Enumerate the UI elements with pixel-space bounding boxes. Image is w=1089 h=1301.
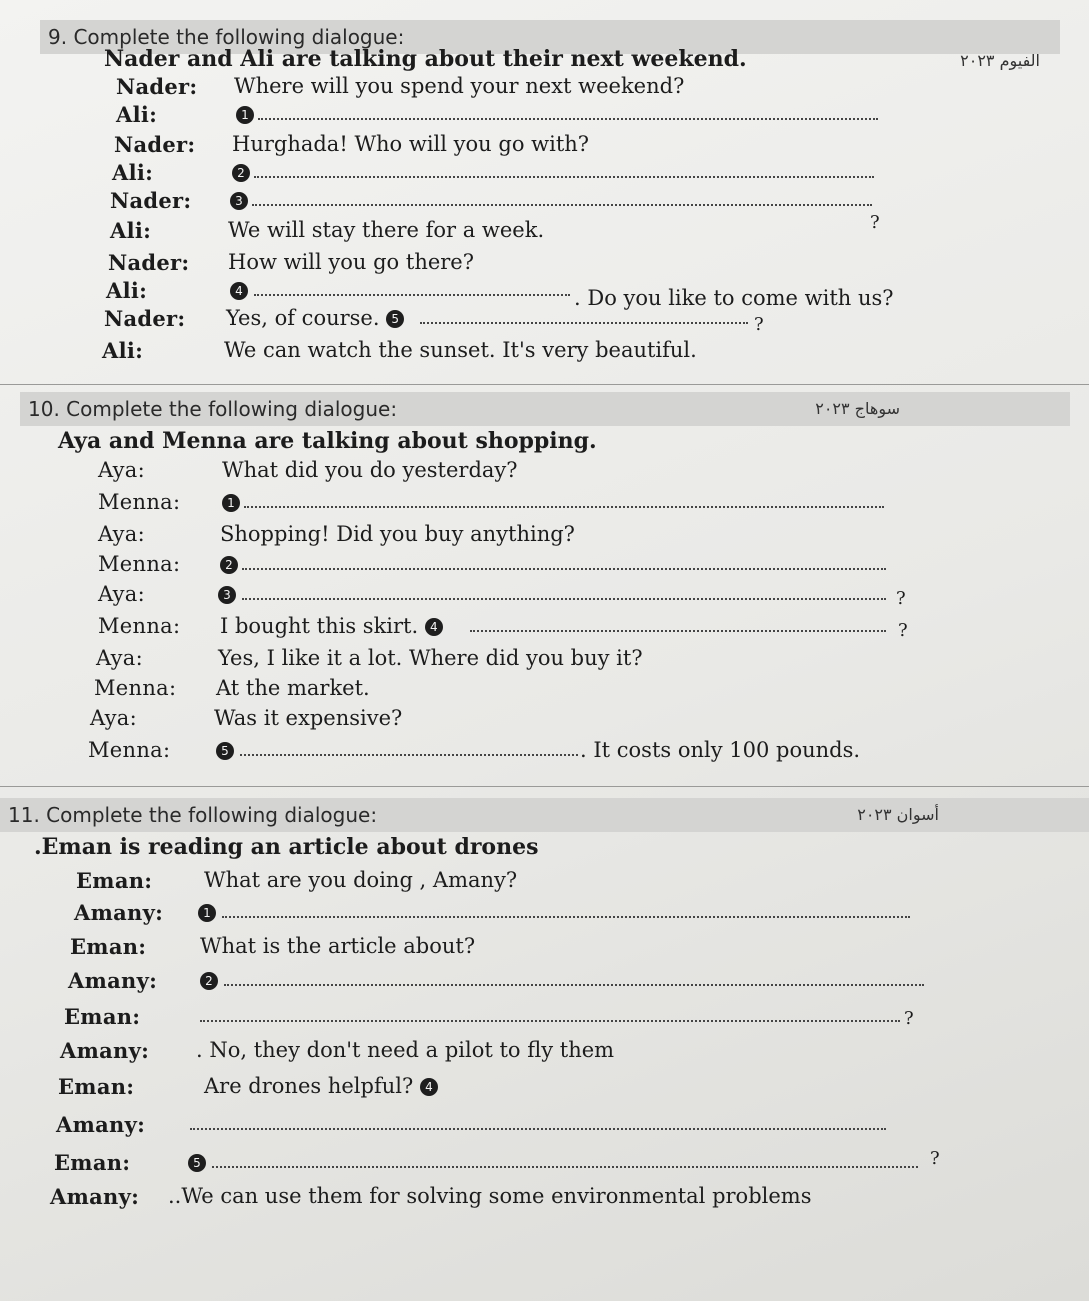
answer-blank[interactable] (200, 1020, 900, 1022)
speaker: Menna: (88, 738, 171, 762)
dialogue-line (114, 132, 1014, 162)
dialogue-line (98, 552, 998, 582)
line-text: ..We can use them for solving some environmental problems (168, 1184, 812, 1208)
speaker: Aya: (98, 582, 145, 606)
blank-number-badge: 1 (222, 494, 240, 512)
question-mark: ? (896, 588, 906, 609)
dialogue-line (60, 1038, 1020, 1068)
speaker: Ali: (112, 160, 154, 185)
answer-blank[interactable] (242, 598, 886, 600)
answer-blank[interactable] (244, 506, 884, 508)
speaker: Nader: (116, 74, 198, 99)
line-text: . It costs only 100 pounds. (580, 738, 861, 762)
speaker: Aya: (98, 458, 145, 482)
blank-number-badge: 2 (232, 164, 250, 182)
speaker: Eman: (54, 1150, 131, 1175)
answer-blank[interactable] (222, 916, 910, 918)
question-mark: ? (870, 212, 880, 233)
line-text: We can watch the sunset. It's very beautiful. (224, 338, 697, 362)
dialogue-line (104, 306, 1004, 336)
speaker: Menna: (94, 676, 177, 700)
line-text: What are you doing , Amany? (204, 868, 518, 892)
speaker: Nader: (114, 132, 196, 157)
dialogue-line (76, 868, 1016, 898)
dialogue-line (116, 74, 1016, 104)
blank-number-badge: 4 (230, 282, 248, 300)
speaker: Ali: (102, 338, 144, 363)
question-mark: ? (898, 620, 908, 641)
speaker: Aya: (90, 706, 137, 730)
dialogue-line (98, 614, 998, 644)
speaker: Menna: (98, 552, 181, 576)
blank-number-badge: 1 (236, 106, 254, 124)
answer-blank[interactable] (190, 1128, 886, 1130)
dialogue-line (64, 1004, 1004, 1034)
section-divider (0, 384, 1089, 385)
exercise-9-title-text: 9. Complete the following dialogue: (48, 25, 405, 49)
exercise-11-governorate-tag: أسوان ٢٠٢٣ (857, 805, 939, 824)
speaker: Ali: (110, 218, 152, 243)
speaker: Eman: (64, 1004, 141, 1029)
exercise-11-title (0, 798, 1089, 832)
speaker: Menna: (98, 614, 181, 638)
answer-blank[interactable] (252, 204, 872, 206)
dialogue-line (98, 458, 998, 488)
section-divider (0, 786, 1089, 787)
blank-number-badge: 5 (216, 742, 234, 760)
answer-blank[interactable] (242, 568, 886, 570)
line-text: Where will you spend your next weekend? (234, 74, 685, 98)
dialogue-line (54, 1150, 1014, 1180)
speaker: Nader: (110, 188, 192, 213)
line-text: How will you go there? (228, 250, 474, 274)
dialogue-line (58, 1074, 1018, 1104)
dialogue-line (98, 582, 998, 612)
answer-blank[interactable] (420, 322, 748, 324)
exercise-11-scenario: .Eman is reading an article about drones (34, 834, 539, 860)
line-text: I bought this skirt. (220, 614, 419, 638)
speaker: Amany: (68, 968, 158, 993)
question-mark: ? (904, 1008, 914, 1029)
dialogue-line (96, 646, 996, 676)
answer-blank[interactable] (254, 294, 570, 296)
speaker: Amany: (50, 1184, 140, 1209)
line-text: At the market. (216, 676, 370, 700)
blank-number-badge: 4 (425, 618, 443, 636)
blank-number-badge: 1 (198, 904, 216, 922)
dialogue-line (116, 102, 1016, 132)
blank-number-badge: 2 (200, 972, 218, 990)
dialogue-line (90, 706, 990, 736)
blank-number-badge: 3 (230, 192, 248, 210)
exercise-10-scenario: Aya and Menna are talking about shopping. (58, 428, 597, 454)
speaker: Amany: (74, 900, 164, 925)
speaker: Ali: (116, 102, 158, 127)
line-text: Yes, I like it a lot. Where did you buy it? (218, 646, 643, 670)
answer-blank[interactable] (224, 984, 924, 986)
line-text: Are drones helpful? (204, 1074, 414, 1098)
line-text: We will stay there for a week. (228, 218, 545, 242)
dialogue-line (106, 278, 1006, 308)
answer-blank[interactable] (258, 118, 878, 120)
question-mark: ? (754, 314, 764, 335)
line-text: What did you do yesterday? (222, 458, 518, 482)
dialogue-line (98, 522, 998, 552)
dialogue-line (68, 968, 1008, 998)
dialogue-line (112, 160, 1012, 190)
exercise-9-governorate-tag: الفيوم ٢٠٢٣ (960, 51, 1040, 70)
dialogue-line (50, 1184, 1050, 1214)
question-mark: ? (930, 1148, 940, 1169)
line-text: . Do you like to come with us? (574, 286, 894, 310)
blank-number-badge: 4 (420, 1078, 438, 1096)
speaker: Eman: (70, 934, 147, 959)
exercise-11-title-text: 11. Complete the following dialogue: (8, 803, 378, 827)
blank-number-badge: 3 (218, 586, 236, 604)
line-text: . No, they don't need a pilot to fly them (196, 1038, 615, 1062)
answer-blank[interactable] (254, 176, 874, 178)
answer-blank[interactable] (470, 630, 886, 632)
line-text: Hurghada! Who will you go with? (232, 132, 590, 156)
dialogue-line (70, 934, 1010, 964)
blank-number-badge: 5 (188, 1154, 206, 1172)
speaker: Eman: (76, 868, 153, 893)
blank-number-badge: 5 (386, 310, 404, 328)
line-text: Was it expensive? (214, 706, 403, 730)
dialogue-line (74, 900, 1014, 930)
speaker: Aya: (96, 646, 143, 670)
answer-blank[interactable] (212, 1166, 918, 1168)
line-text: Yes, of course. (226, 306, 380, 330)
dialogue-line (110, 212, 1010, 248)
dialogue-line (56, 1112, 1016, 1142)
dialogue-line (88, 738, 988, 768)
speaker: Nader: (104, 306, 186, 331)
speaker: Eman: (58, 1074, 135, 1099)
dialogue-line (108, 250, 1008, 280)
speaker: Nader: (108, 250, 190, 275)
exercise-9-scenario: Nader and Ali are talking about their next weekend. (104, 46, 747, 72)
speaker: Amany: (60, 1038, 150, 1063)
speaker: Menna: (98, 490, 181, 514)
exercise-10-title-text: 10. Complete the following dialogue: (28, 397, 398, 421)
line-text: Shopping! Did you buy anything? (220, 522, 575, 546)
answer-blank[interactable] (240, 754, 578, 756)
line-text: What is the article about? (200, 934, 476, 958)
exercise-10-title (20, 392, 1070, 426)
speaker: Amany: (56, 1112, 146, 1137)
blank-number-badge: 2 (220, 556, 238, 574)
dialogue-line (94, 676, 994, 706)
dialogue-line (102, 338, 1002, 368)
dialogue-line (98, 490, 998, 520)
speaker: Aya: (98, 522, 145, 546)
exercise-10-governorate-tag: سوهاج ٢٠٢٣ (815, 399, 900, 418)
speaker: Ali: (106, 278, 148, 303)
